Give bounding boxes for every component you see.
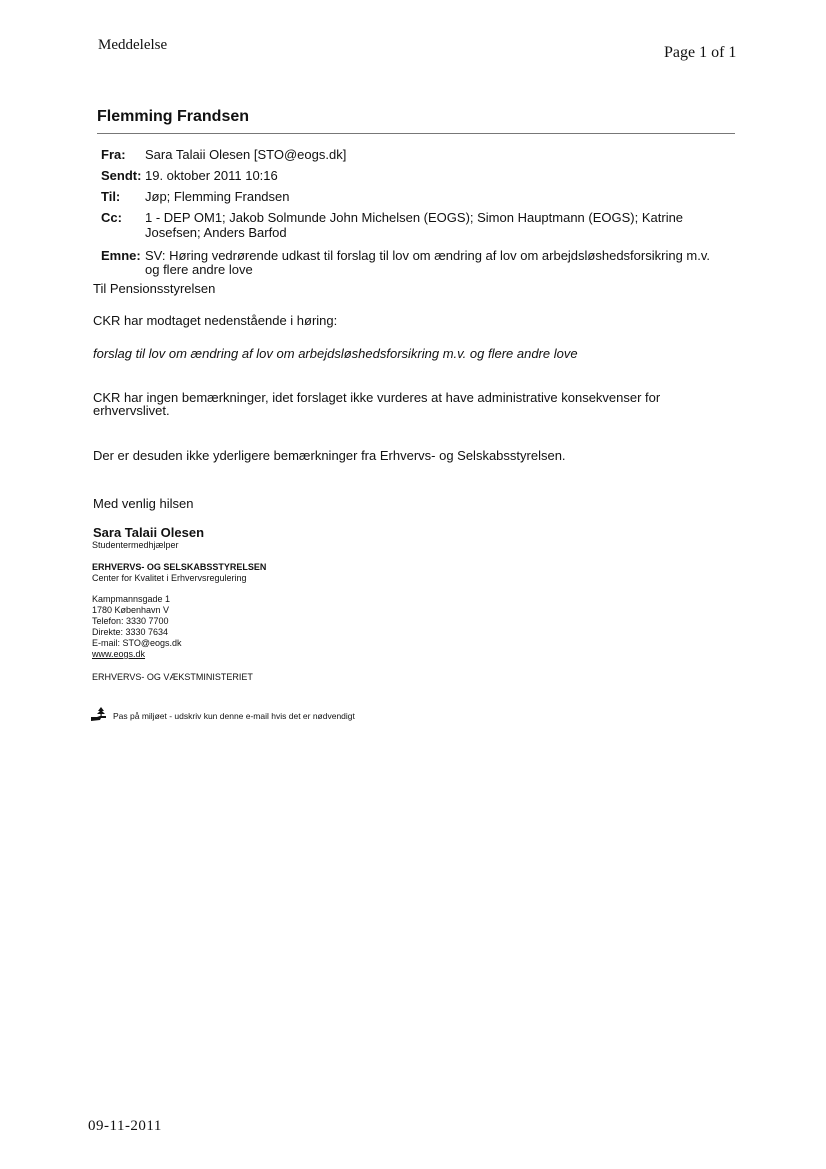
body-paragraph-4: Der er desuden ikke yderligere bemærkninger fra Erhvervs- og Selskabsstyrelsen. xyxy=(93,448,566,463)
cc-value-line1: 1 - DEP OM1; Jakob Solmunde John Michelsen (EOGS); Simon Hauptmann (EOGS); Katrine xyxy=(145,210,684,225)
sent-label: Sendt: xyxy=(101,168,142,183)
greeting: Til Pensionsstyrelsen xyxy=(93,281,216,296)
signature-address2: 1780 København V xyxy=(92,605,170,615)
to-value: Jøp; Flemming Frandsen xyxy=(145,189,290,204)
body-paragraph-3-line1: CKR har ingen bemærkninger, idet forslaget ikke vurderes at have administrative konsekvenser for xyxy=(93,390,661,405)
signature-direct: Direkte: 3330 7634 xyxy=(92,627,169,637)
body-paragraph-3-line2: erhvervslivet. xyxy=(93,403,170,418)
signature-org: ERHVERVS- OG SELSKABSSTYRELSEN xyxy=(92,562,267,572)
signature-phone: Telefon: 3330 7700 xyxy=(92,616,169,626)
subject-label: Emne: xyxy=(101,248,141,263)
body-paragraph-2: forslag til lov om ændring af lov om arbejdsløshedsforsikring m.v. og flere andre love xyxy=(93,346,578,361)
signature-website-link[interactable]: www.eogs.dk xyxy=(92,649,146,659)
body-paragraph-1: CKR har modtaget nedenstående i høring: xyxy=(93,313,338,328)
subject-value-line2: og flere andre love xyxy=(145,262,253,277)
from-value: Sara Talaii Olesen [STO@eogs.dk] xyxy=(145,147,347,162)
eco-note: Pas på miljøet - udskriv kun denne e-mail hvis det er nødvendigt xyxy=(113,711,355,721)
signature-dept: Center for Kvalitet i Erhvervsregulering xyxy=(92,573,247,583)
header-divider xyxy=(97,133,735,134)
recipient-name-heading: Flemming Frandsen xyxy=(97,108,250,125)
tree-hand-icon xyxy=(91,707,109,722)
closing: Med venlig hilsen xyxy=(93,496,194,511)
document-title: Meddelelse xyxy=(98,37,168,53)
print-date: 09-11-2011 xyxy=(88,1118,162,1134)
sent-value: 19. oktober 2011 10:16 xyxy=(145,168,278,183)
subject-value-line1: SV: Høring vedrørende udkast til forslag til lov om ændring af lov om arbejdsløshedsforsikring m.v. xyxy=(145,248,710,263)
signature-ministry: ERHVERVS- OG VÆKSTMINISTERIET xyxy=(92,672,253,682)
signature-email: E-mail: STO@eogs.dk xyxy=(92,638,182,648)
signature-title: Studentermedhjælper xyxy=(92,540,179,550)
page-number: Page 1 of 1 xyxy=(664,44,737,61)
signature-address1: Kampmannsgade 1 xyxy=(92,594,171,604)
cc-label: Cc: xyxy=(101,210,122,225)
to-label: Til: xyxy=(101,189,121,204)
cc-value-line2: Josefsen; Anders Barfod xyxy=(145,225,287,240)
from-label: Fra: xyxy=(101,147,126,162)
signature-name: Sara Talaii Olesen xyxy=(93,525,205,540)
